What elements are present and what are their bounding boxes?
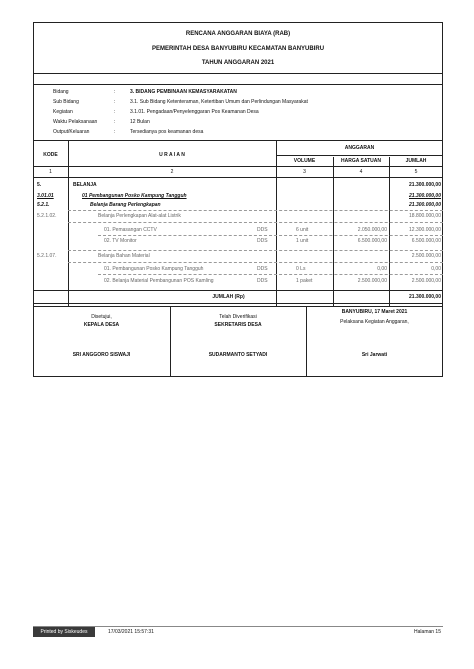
signature-executor-name: Sri Jarwati [361, 352, 388, 358]
item-source: DDS [257, 266, 268, 272]
info-label-kegiatan: Kegiatan [53, 109, 73, 115]
anggaran-divider [276, 155, 443, 156]
item-harga: 2.500.000,00 [357, 278, 387, 284]
info-label-waktu: Waktu Pelaksanaan [53, 119, 98, 125]
signature-verified-name: SUDARMANTO SETYADI [208, 352, 268, 358]
col-header-anggaran: ANGGARAN [344, 145, 375, 151]
total-top-divider [33, 290, 443, 291]
row-jumlah: 2.500.000,00 [411, 253, 441, 259]
row-kode: 3.01.01 [37, 193, 54, 199]
total-label: JUMLAH (Rp) [212, 294, 245, 300]
item-source: DDS [257, 278, 268, 284]
row-label: Belanja Perlengkapan Alat-alat Listrik [98, 213, 181, 219]
info-label-sub-bidang: Sub Bidang [53, 99, 79, 105]
info-value-kegiatan: 3.1.01. Pengadaan/Penyelenggaran Pos Keamanan Desa [130, 109, 259, 115]
row-jumlah: 21.300.000,00 [409, 182, 441, 188]
col-num-3: 3 [303, 169, 306, 175]
info-value-bidang: 3. BIDANG PEMBINAAN KEMASYARAKATAN [130, 89, 237, 95]
row-jumlah: 21.300.000,00 [409, 193, 441, 199]
item-harga: 0,00 [377, 266, 387, 272]
item-label: 01. Pembangunan Posko Kampung Tangguh [104, 266, 204, 272]
signature-place-date: BANYUBIRU, 17 Maret 2021 [341, 309, 408, 315]
row-kode: 5.2.1.07. [37, 253, 57, 259]
row-divider [68, 210, 443, 211]
col-header-harga-satuan: HARGA SATUAN [341, 158, 381, 164]
fiscal-year: TAHUN ANGGARAN 2021 [201, 60, 275, 66]
row-label: Belanja Barang Perlengkapan [90, 202, 161, 208]
row-divider [68, 222, 443, 223]
info-colon: : [114, 119, 116, 125]
row-divider [98, 274, 443, 275]
col-num-2: 2 [170, 169, 174, 175]
header-divider [33, 73, 443, 74]
item-label: 02. TV Monitor [104, 238, 137, 244]
signature-executor-role: Pelaksana Kegiatan Anggaran, [340, 319, 409, 325]
info-value-output: Tersedianya pos keamanan desa [130, 129, 204, 135]
signature-verified-label: Telah Diverifikasi [219, 314, 257, 320]
info-value-waktu: 12 Bulan [130, 119, 150, 125]
info-value-sub-bidang: 3.1. Sub Bidang Ketenteraman, Ketertiban Umum dan Perlindungan Masyarakat [130, 99, 308, 105]
signature-approved-role: KEPALA DESA [83, 322, 120, 328]
total-bottom-divider-2 [33, 306, 443, 307]
row-divider [68, 250, 443, 251]
row-label: Belanja Bahan Material [98, 253, 150, 259]
row-jumlah: 18.800.000,00 [409, 213, 441, 219]
info-colon: : [114, 89, 116, 95]
info-colon: : [114, 99, 116, 105]
row-kode: 5. [37, 182, 42, 188]
document-subtitle: PEMERINTAH DESA BANYUBIRU KECAMATAN BANYUBIRU [151, 46, 325, 52]
info-colon: : [114, 129, 116, 135]
item-volume: 1 paket [296, 278, 313, 284]
col-header-kode: KODE [43, 152, 58, 158]
col-num-1: 1 [49, 169, 52, 175]
item-harga: 6.500.000,00 [357, 238, 387, 244]
item-source: DDS [257, 238, 268, 244]
item-volume: 6 unit [296, 227, 309, 233]
item-label: 01. Pemasangan CCTV [104, 227, 157, 233]
row-kode: 5.2.1. [37, 202, 50, 208]
printed-by-badge: Printed by Siskeudes [33, 627, 95, 637]
table-top-border [33, 140, 443, 141]
item-jumlah: 2.500.000,00 [411, 278, 441, 284]
item-source: DDS [257, 227, 268, 233]
page-number: Halaman 15 [414, 629, 441, 635]
col-header-jumlah: JUMLAH [405, 158, 427, 164]
item-jumlah: 6.500.000,00 [411, 238, 441, 244]
row-label: BELANJA [73, 182, 97, 188]
num-row-divider [33, 177, 443, 178]
info-label-output: Output/Keluaran [53, 129, 90, 135]
item-volume: 1 unit [296, 238, 309, 244]
row-jumlah: 21.300.000,00 [409, 202, 441, 208]
item-jumlah: 12.300.000,00 [409, 227, 441, 233]
row-kode: 5.2.1.02. [37, 213, 57, 219]
item-harga: 2.050.000,00 [357, 227, 387, 233]
item-jumlah: 0,00 [431, 266, 441, 272]
row-label: 01 Pembangunan Posko Kampung Tangguh [82, 193, 187, 199]
total-value: 21.300.000,00 [409, 294, 441, 300]
row-divider [68, 262, 443, 263]
col-header-volume: VOLUME [293, 158, 316, 164]
col-num-5: 5 [414, 169, 418, 175]
print-timestamp: 17/03/2021 15:57:31 [108, 629, 154, 635]
total-bottom-divider [33, 303, 443, 304]
signature-approved-name: SRI ANGGORO SISWAJI [72, 352, 131, 358]
col-header-uraian: U R A I A N [159, 152, 185, 158]
signature-verified-role: SEKRETARIS DESA [214, 322, 262, 328]
signature-approved-label: Disetujui, [91, 314, 112, 320]
col-num-4: 4 [359, 169, 363, 175]
info-top-divider [33, 84, 443, 85]
info-colon: : [114, 109, 116, 115]
signature-divider [306, 306, 307, 377]
item-label: 02. Belanja Material Pembangunan POS Kamling [104, 278, 214, 284]
info-label-bidang: Bidang [53, 89, 69, 95]
header-bottom-divider [33, 166, 443, 167]
document-title: RENCANA ANGGARAN BIAYA (RAB) [185, 31, 291, 37]
item-volume: 0 Ls [296, 266, 306, 272]
row-divider [98, 235, 443, 236]
